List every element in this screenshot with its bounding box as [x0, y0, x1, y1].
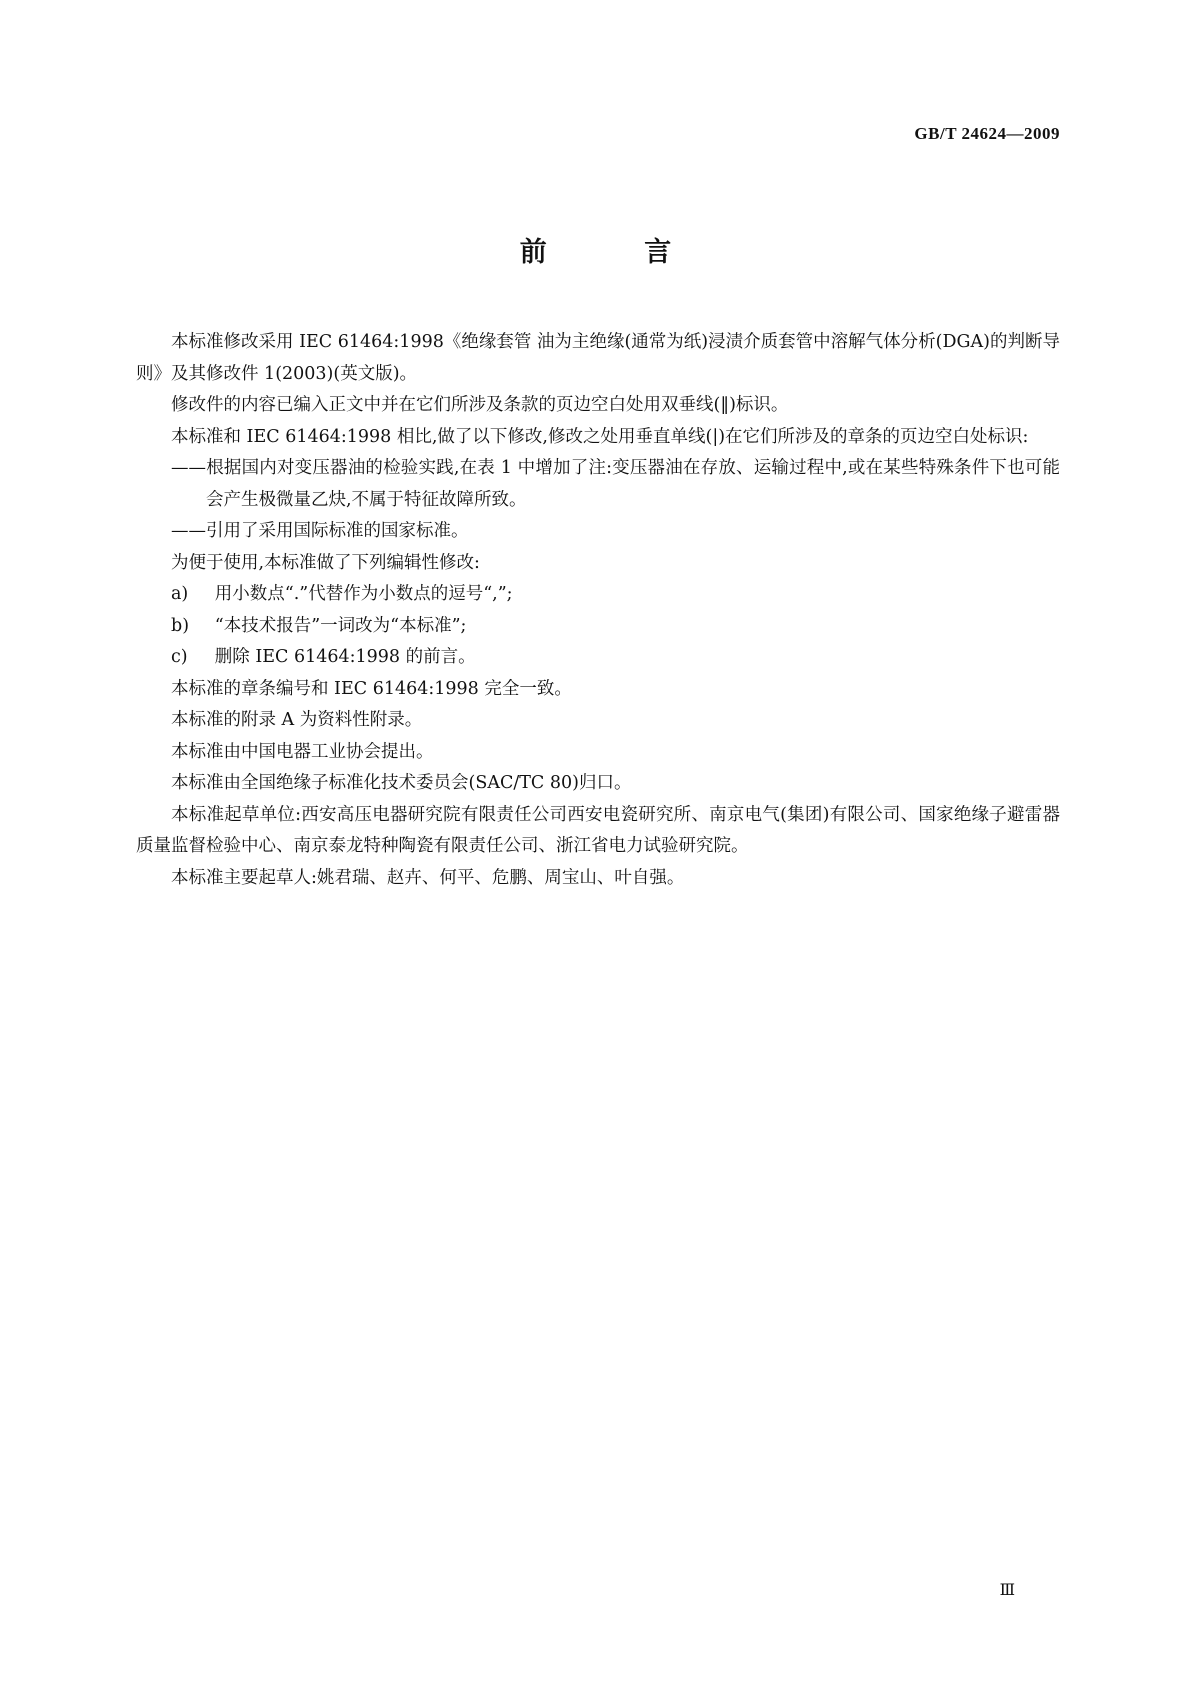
- edit-item: [136, 611, 1060, 643]
- document-body: [136, 327, 1060, 894]
- proposer-paragraph: 本标准由中国电器工业协会提出。: [171, 741, 434, 762]
- list-marker: a): [171, 584, 189, 604]
- page-title: 前 言: [519, 237, 716, 268]
- change-item: ——根据国内对变压器油的检验实践,在表 1 中增加了注:变压器油在存放、运输过程中,或在某些特殊条件下也可能会产生极微量乙炔,不属于特征故障所致。: [171, 458, 1060, 510]
- page-number: Ⅲ: [999, 1582, 1015, 1599]
- list-item-text: 删除 IEC 61464:1998 的前言。: [214, 647, 476, 667]
- list-item-text: 用小数点“.”代替作为小数点的逗号“,”;: [214, 584, 513, 604]
- annex-paragraph: 本标准的附录 A 为资料性附录。: [171, 710, 423, 730]
- amendment-paragraph: 修改件的内容已编入正文中并在它们所涉及条款的页边空白处用双垂线(‖)标识。: [171, 395, 789, 415]
- changes-paragraph: 本标准和 IEC 61464:1998 相比,做了以下修改,修改之处用垂直单线(|)在它们所涉及的章条的页边空白处标识:: [171, 426, 1029, 447]
- edit-item: [136, 642, 1060, 674]
- list-marker: b): [171, 615, 190, 636]
- standard-number: GB/T 24624—2009: [914, 124, 1060, 143]
- list-marker: c): [171, 647, 188, 667]
- committee-paragraph: 本标准由全国绝缘子标准化技术委员会(SAC/TC 80)归口。: [171, 773, 632, 793]
- drafting-units-paragraph: 本标准起草单位:西安高压电器研究院有限责任公司西安电瓷研究所、南京电气(集团)有限公司、国家绝缘子避雷器质量监督检验中心、南京泰龙特种陶瓷有限责任公司、浙江省电力试验研究院。: [136, 804, 1060, 856]
- intro-paragraph: 本标准修改采用 IEC 61464:1998《绝缘套管 油为主绝缘(通常为纸)浸渍介质套管中溶解气体分析(DGA)的判断导则》及其修改件 1(2003)(英文版)。: [136, 332, 1060, 384]
- change-item: ——引用了采用国际标准的国家标准。: [171, 521, 469, 541]
- list-item-text: “本技术报告”一词改为“本标准”;: [214, 615, 467, 636]
- edit-intro: 为便于使用,本标准做了下列编辑性修改:: [171, 552, 480, 573]
- edit-item: [136, 579, 1060, 611]
- drafters-paragraph: 本标准主要起草人:姚君瑞、赵卉、何平、危鹏、周宝山、叶自强。: [171, 867, 685, 888]
- clause-numbering-paragraph: 本标准的章条编号和 IEC 61464:1998 完全一致。: [171, 678, 572, 699]
